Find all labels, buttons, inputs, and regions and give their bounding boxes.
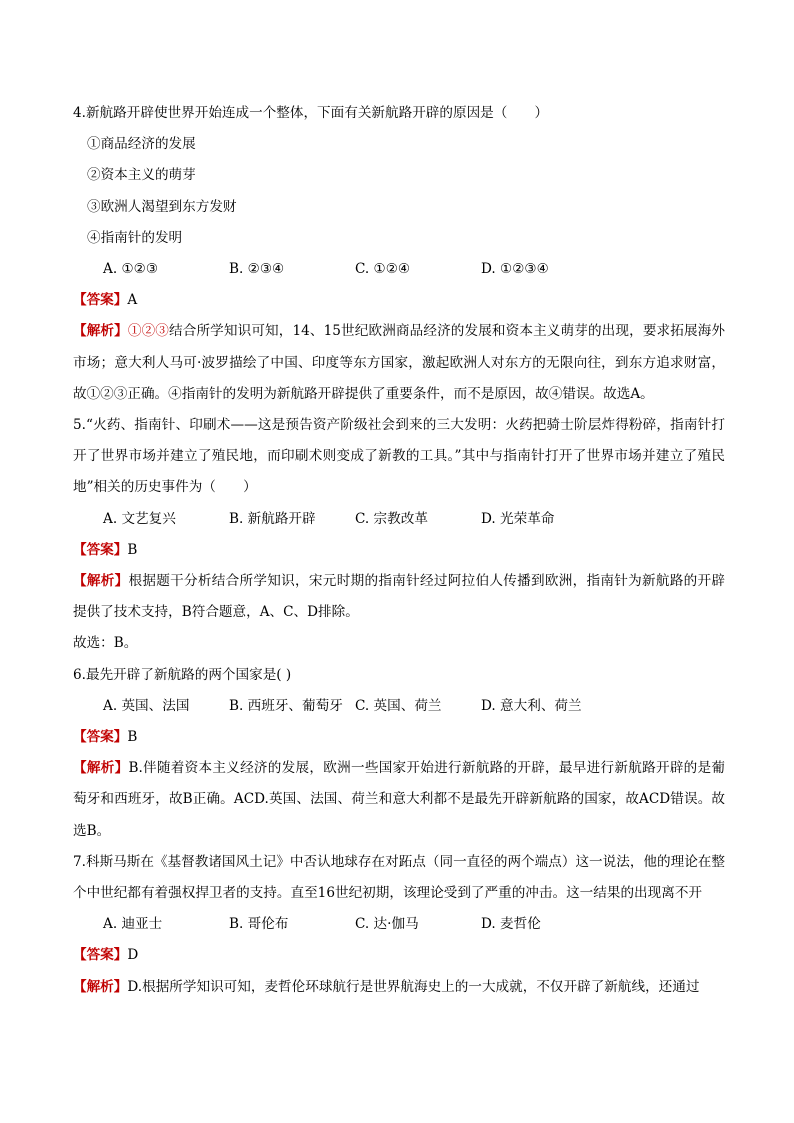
analysis-block: [73, 566, 725, 628]
analysis-text: 结合所学知识可知，14、15世纪欧洲商品经济的发展和资本主义萌芽的出现，要求拓展海外市场；意大利人马可·波罗描绘了中国、印度等东方国家，激起欧洲人对东方的无限向往，到东方追求财富，故①②③正确。④指南针的发明为新航路开辟提供了重要条件，而不是原因，故④错误。故选A。: [73, 323, 726, 402]
option-a: A. 迪亚士: [103, 916, 163, 933]
answer-value: A: [127, 292, 138, 309]
answer-value: B: [127, 729, 138, 746]
question-item: ①商品经济的发展: [87, 136, 196, 153]
option-b: B. 新航路开辟: [229, 510, 316, 527]
analysis-conclusion: 故选：B。: [73, 635, 138, 652]
answer-label: 【答案】: [73, 729, 128, 746]
question-item: ②资本主义的萌芽: [87, 167, 196, 184]
analysis-block: [73, 972, 725, 1003]
options-row: [73, 504, 725, 535]
option-b: B. ②③④: [229, 261, 285, 278]
option-a: A. 文艺复兴: [103, 510, 176, 527]
answer-line: [73, 940, 725, 971]
options-row: [73, 254, 725, 285]
option-a: A. ①②③: [103, 261, 159, 278]
answer-label: 【答案】: [73, 292, 128, 309]
analysis-label: 【解析】: [73, 573, 129, 590]
option-d: D. ①②③④: [481, 261, 549, 278]
question-stem: 5.“火药、指南针、印刷术——这是预告资产阶级社会到来的三大发明：火药把骑士阶层炸得粉碎，指南针打开了世界市场并建立了殖民地，而印刷术则变成了新教的工具。”其中与指南针打开了世界市场并建立了殖民地”相关的历史事件为（ ）: [73, 417, 725, 496]
answer-label: 【答案】: [73, 541, 128, 558]
option-a: A. 英国、法国: [103, 697, 190, 714]
answer-line: [73, 535, 725, 566]
question-stem: 4.新航路开辟使世界开始连成一个整体，下面有关新航路开辟的原因是（ ）: [73, 105, 549, 121]
analysis-block: [73, 753, 725, 847]
question-7: [73, 847, 725, 1003]
question-stem: 7.科斯马斯在《基督教诸国风土记》中否认地球存在对跖点（同一直径的两个端点）这一说法，他的理论在整个中世纪都有着强权捍卫者的支持。直至16世纪初期，该理论受到了严重的冲击。这一结果的出现离不开: [73, 853, 725, 902]
question-6: [73, 660, 725, 847]
option-c: C. 宗教改革: [355, 510, 428, 527]
question-item: ④指南针的发明: [87, 229, 183, 246]
option-c: C. 达·伽马: [355, 916, 419, 933]
option-b: B. 哥伦布: [229, 916, 289, 933]
options-row: [73, 909, 725, 940]
analysis-block: [73, 316, 725, 410]
question-item: ③欧洲人渴望到东方发财: [87, 198, 237, 215]
option-c: C. ①②④: [355, 261, 411, 278]
analysis-text: B.伴随着资本主义经济的发展，欧洲一些国家开始进行新航路的开辟，最早进行新航路开辟的是葡萄牙和西班牙，故B正确。ACD.英国、法国、荷兰和意大利都不是最先开辟新航路的国家，故ACD错误。故选B。: [73, 760, 725, 839]
question-stem: 6.最先开辟了新航路的两个国家是( ): [73, 666, 292, 683]
option-b: B. 西班牙、葡萄牙: [229, 697, 343, 714]
answer-label: 【答案】: [73, 947, 128, 964]
analysis-text: D.根据所学知识可知，麦哲伦环球航行是世界航海史上的一大成就，不仅开辟了新航线，还通过: [127, 978, 700, 995]
answer-value: D: [127, 947, 139, 964]
analysis-text: 根据题干分析结合所学知识，宋元时期的指南针经过阿拉伯人传播到欧洲，指南针为新航路的开辟提供了技术支持，B符合题意，A、C、D排除。: [73, 573, 725, 621]
answer-value: B: [127, 541, 138, 558]
analysis-label: 【解析】: [73, 760, 129, 777]
option-d: D. 光荣革命: [481, 510, 555, 527]
answer-line: [73, 285, 725, 316]
option-d: D. 麦哲伦: [481, 916, 541, 933]
option-d: D. 意大利、荷兰: [481, 697, 582, 714]
question-4: [73, 98, 725, 410]
document-page: [73, 98, 725, 1003]
answer-line: [73, 722, 725, 753]
question-5: [73, 410, 725, 660]
option-c: C. 英国、荷兰: [355, 697, 442, 714]
options-row: [73, 691, 725, 722]
analysis-highlight: ①②③: [127, 323, 170, 340]
analysis-label: 【解析】: [73, 978, 128, 995]
analysis-label: 【解析】: [73, 323, 128, 340]
